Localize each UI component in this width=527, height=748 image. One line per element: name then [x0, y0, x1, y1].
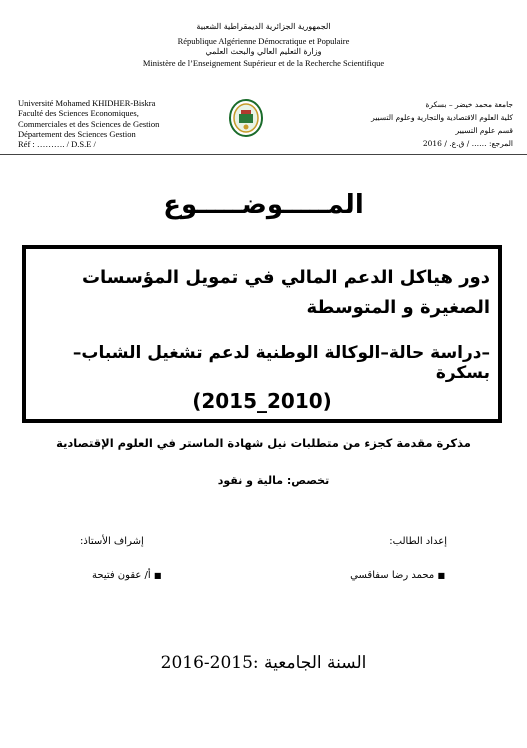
- supervisor-label: إشراف الأستاذ:: [80, 536, 144, 547]
- institution-ar: [371, 98, 513, 150]
- university-name-fr: Université Mohamed KHIDHER-Biskra: [18, 98, 156, 108]
- specialty: تخصص: مالية و نقود: [217, 474, 330, 487]
- faculty-ar: كلية العلوم الاقتصادية والتجارية وعلوم التسيير: [371, 113, 513, 122]
- institution-fr: [18, 98, 159, 149]
- thesis-title: دور هياكل الدعم المالي في تمويل المؤسسات الصغيرة و المتوسطة: [81, 267, 490, 318]
- department-fr: Département des Sciences Gestion: [18, 128, 136, 139]
- republic-fr: République Algérienne Démocratique et Populaire: [177, 36, 350, 46]
- topic-heading: المـــــوضـــــوع: [163, 190, 364, 220]
- student-label: إعداد الطالب:: [389, 536, 447, 547]
- header-divider: [0, 154, 527, 155]
- faculty-fr: Faculté des Sciences Economiques,: [18, 108, 139, 119]
- ministry-ar: وزارة التعليم العالي والبحث العلمي: [205, 47, 322, 56]
- supervisor-name-item: [92, 570, 161, 581]
- university-logo: [228, 98, 264, 138]
- study-period: (2015_2010): [192, 389, 332, 413]
- supervisor-name: أ/ عقون فتيحة: [92, 570, 151, 581]
- academic-year: السنة الجامعية :2015-2016: [160, 653, 367, 673]
- reference-fr: Réf : ………. / D.S.E /: [18, 139, 96, 150]
- case-study-line: –دراسة حالة–الوكالة الوطنية لدعم تشغيل الشباب–بسكرة: [72, 343, 490, 383]
- university-name-ar: جامعة محمد خيضر – بسكرة: [425, 100, 513, 109]
- department-ar: قسم علوم التسيير: [455, 126, 513, 135]
- reference-ar: المرجع: …… / ق.ع. / 2016: [422, 139, 513, 148]
- student-name: محمد رضا سفاقسي: [350, 570, 435, 581]
- memo-description: مذكرة مقدمة كجزء من متطلبات نيل شهادة الماستر في العلوم الإقتصادية: [56, 436, 471, 450]
- title-box: [22, 245, 502, 423]
- ministry-fr: Ministère de l’Enseignement Supérieur et de la Recherche Scientifique: [142, 58, 385, 68]
- bullet-icon: ■: [153, 571, 162, 580]
- student-name-item: [350, 570, 445, 581]
- republic-ar: الجمهورية الجزائرية الديمقراطية الشعبية: [196, 22, 331, 31]
- bullet-icon: ■: [437, 571, 445, 580]
- faculty-fr-cont: Commerciales et des Sciences de Gestion: [18, 118, 160, 129]
